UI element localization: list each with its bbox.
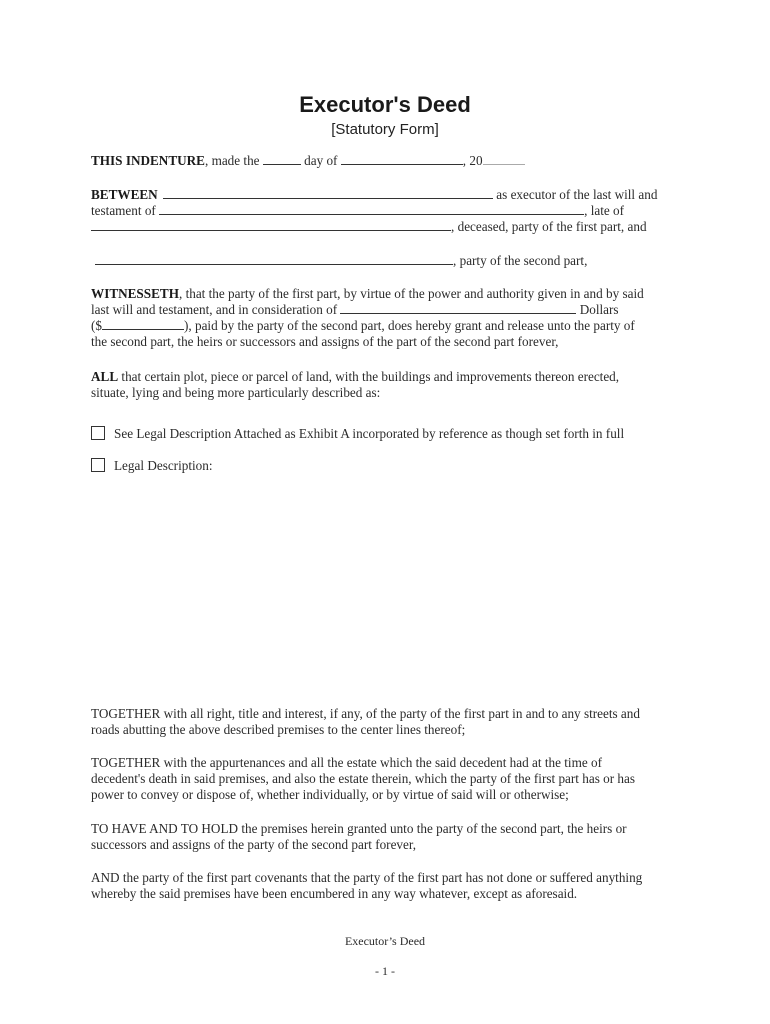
exhibit-a-checkbox[interactable] [91,426,105,440]
between-line-3: , deceased, party of the first part, and [91,219,681,235]
together-2-line-1: TOGETHER with the appurtenances and all the estate which the said decedent had at the time of [91,755,602,770]
legal-description-checkbox[interactable] [91,458,105,472]
month-blank[interactable] [341,153,463,165]
habendum-line-2: successors and assigns of the party of the second part forever, [91,837,417,852]
witnesseth-line-3: ($ ), paid by the party of the second part, does hereby grant and release unto the party of [91,318,635,333]
together-2-line-2: decedent's death in said premises, and also the estate therein, which the party of the first part has or has [91,771,635,786]
covenant-line-1: AND the party of the first part covenants that the party of the first part has not done or suffered anything [91,870,643,885]
document-subtitle: [Statutory Form] [331,121,439,138]
second-party-line: , party of the second part, [95,253,685,269]
covenant-line-2: whereby the said premises have been encumbered in any way whatever, except as aforesaid. [91,886,578,901]
second-party-blank[interactable] [95,253,453,265]
witnesseth-line-1: WITNESSETH, that the party of the first part, by virtue of the power and authority given in and by said [91,286,644,301]
together-1-line-2: roads abutting the above described premises to the center lines thereof; [91,722,466,737]
year-blank[interactable] [483,153,525,165]
together-2-line-3: power to convey or dispose of, whether individually, or by virtue of said will or otherwise; [91,787,569,802]
all-line-2: situate, lying and being more particularly described as: [91,385,381,400]
witnesseth-label: WITNESSETH [91,286,179,301]
all-line-1: ALL that certain plot, piece or parcel of land, with the buildings and improvements thereon erected, [91,369,620,384]
footer-document-title: Executor’s Deed [344,934,426,948]
between-label: BETWEEN [91,187,158,202]
decedent-name-blank[interactable] [159,203,584,215]
page-number: - 1 - [375,964,395,978]
between-line-1: BETWEEN as executor of the last will and [91,187,658,202]
between-line-2: testament of , late of [91,203,625,218]
decedent-address-blank[interactable] [91,219,451,231]
consideration-amount-blank[interactable] [102,318,184,330]
witnesseth-line-4: the second part, the heirs or successors and assigns of the part of the second part forever, [91,334,559,349]
indenture-line: THIS INDENTURE, made the day of , 20 [91,153,681,169]
consideration-words-blank[interactable] [340,302,576,314]
day-blank[interactable] [263,153,301,165]
executor-name-blank[interactable] [163,187,493,199]
all-label: ALL [91,369,119,384]
witnesseth-line-2: last will and testament, and in consideration of Dollars [91,302,619,317]
document-title: Executor's Deed [299,92,471,117]
legal-description-label: Legal Description: [114,458,213,473]
together-1-line-1: TOGETHER with all right, title and interest, if any, of the party of the first part in and to any streets and [91,706,640,721]
exhibit-a-label: See Legal Description Attached as Exhibit A incorporated by reference as though set forth in full [114,426,625,441]
habendum-line-1: TO HAVE AND TO HOLD the premises herein granted unto the party of the second part, the heirs or [91,821,627,836]
indenture-label: THIS INDENTURE [91,153,205,168]
